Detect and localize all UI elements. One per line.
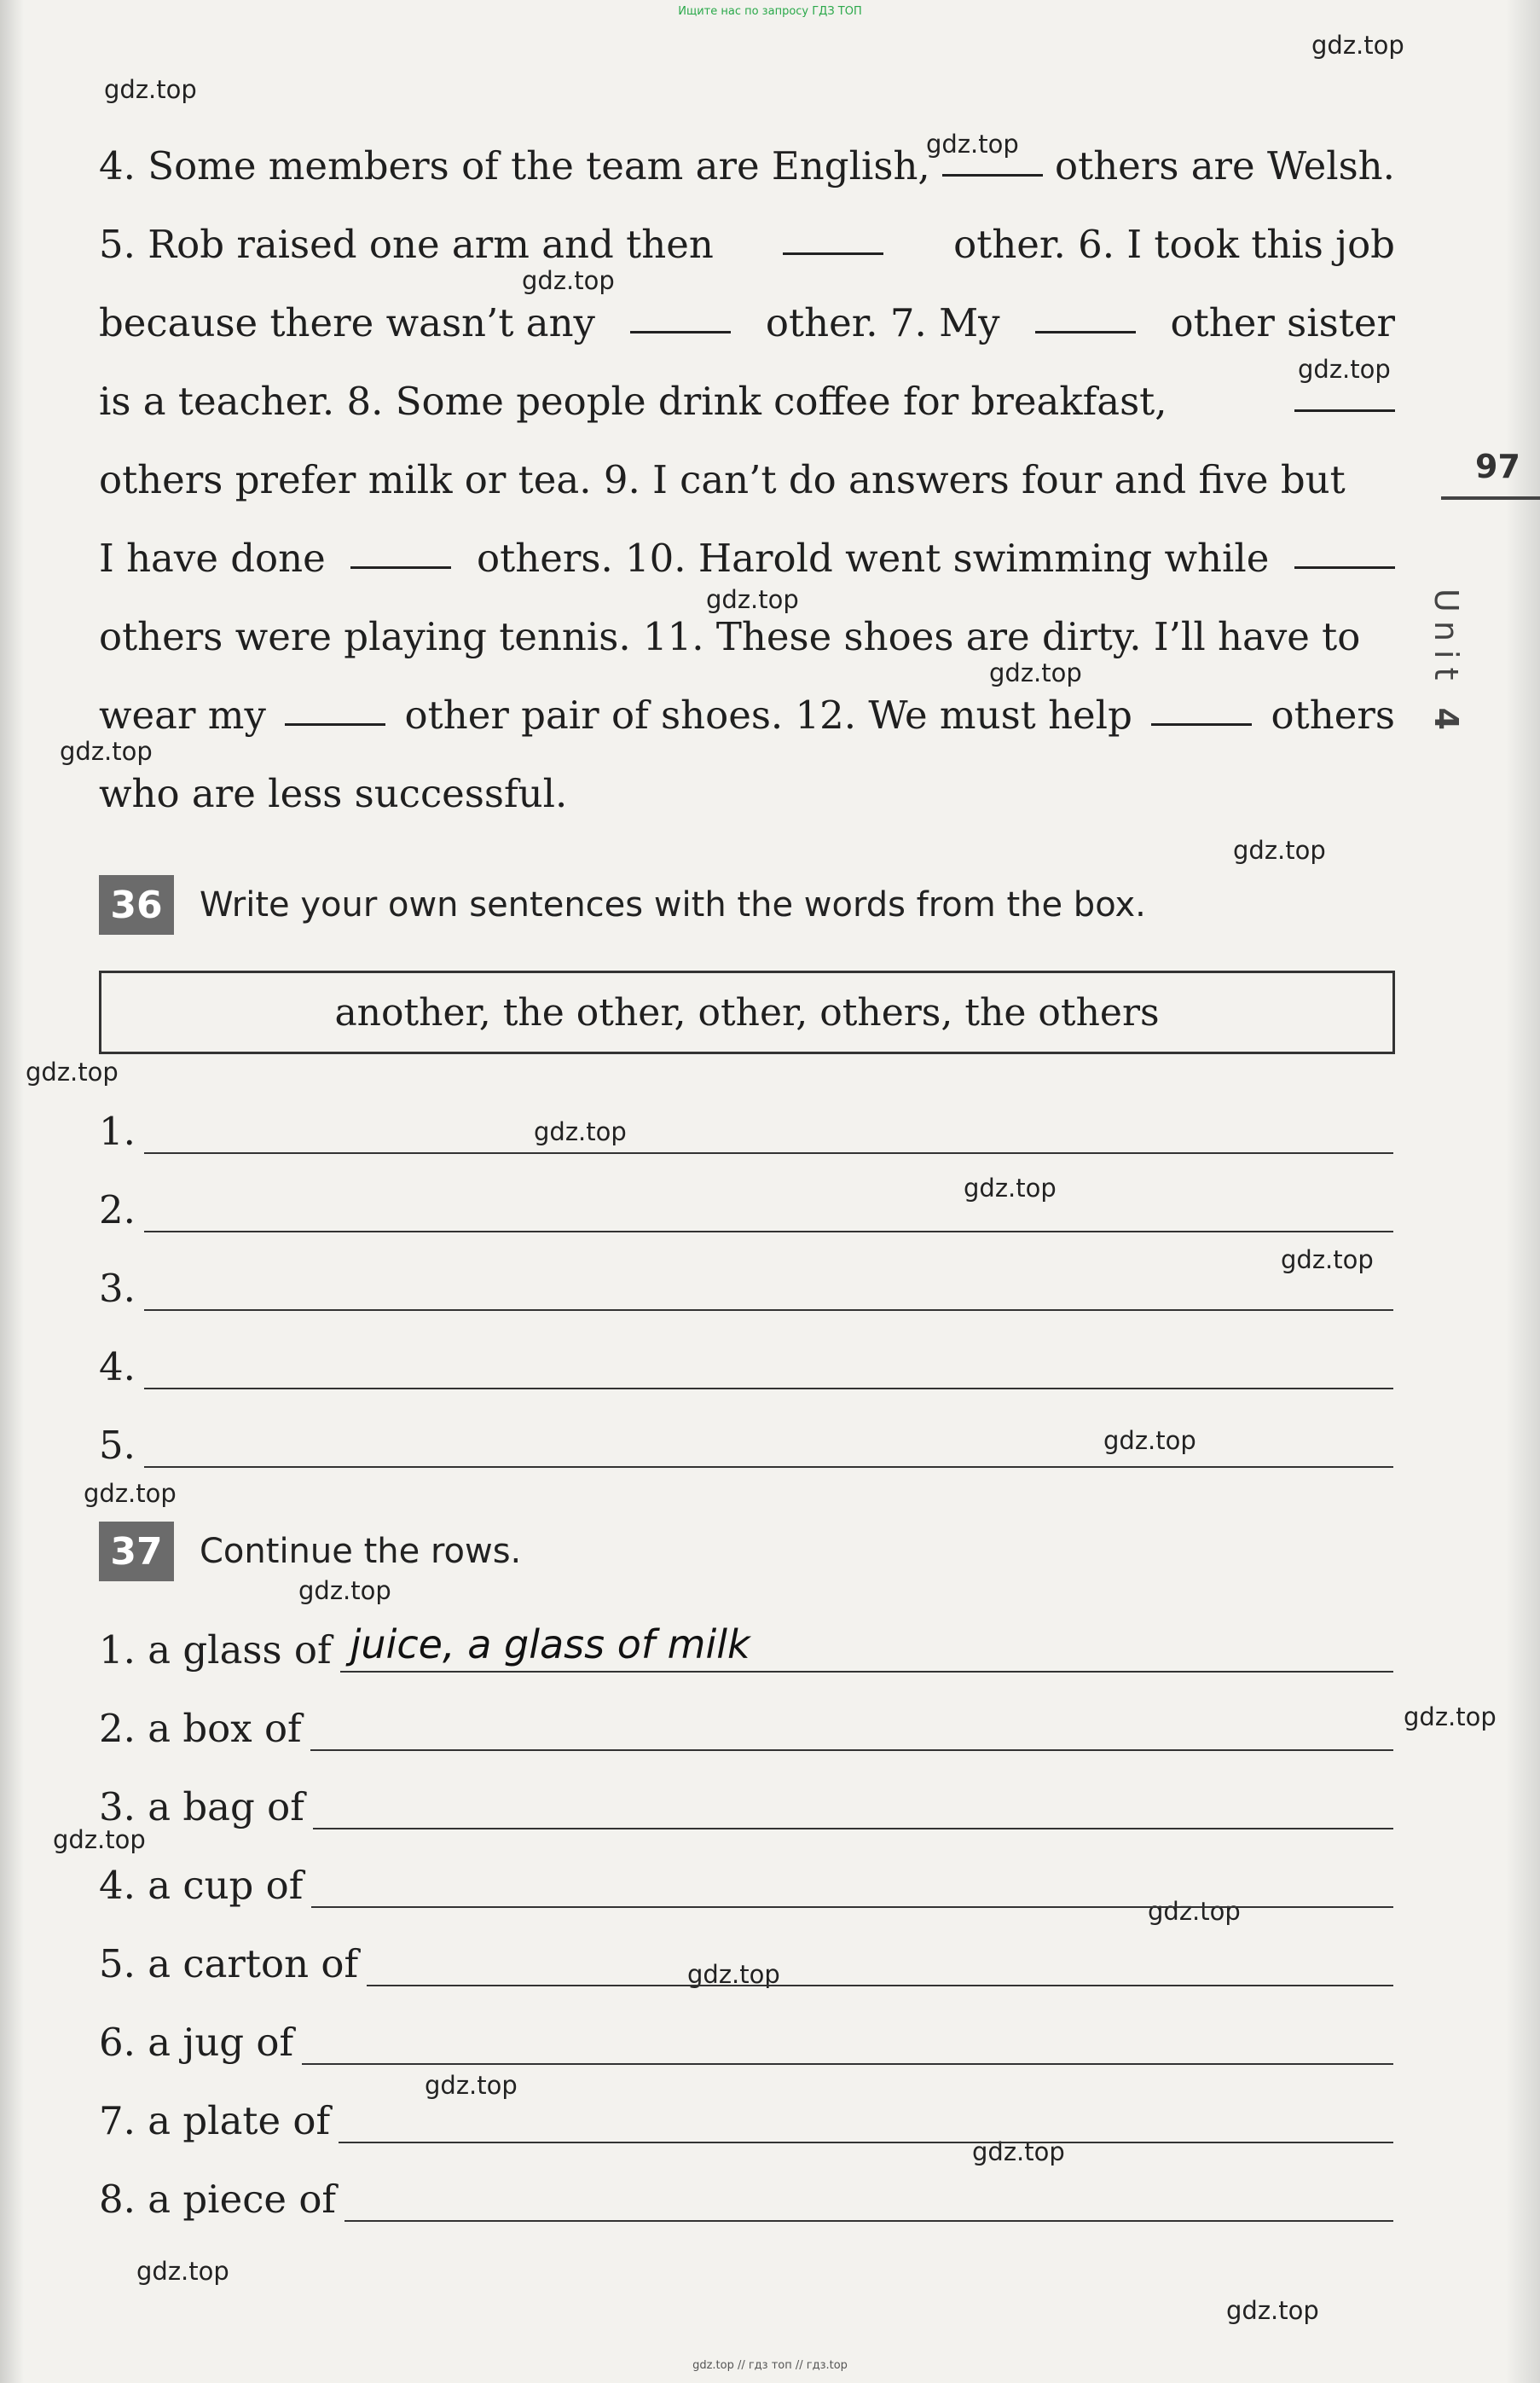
answer-row[interactable]: 4. bbox=[99, 1344, 1393, 1389]
watermark: gdz.top bbox=[60, 737, 153, 766]
unit-number: 4 bbox=[1427, 707, 1465, 739]
answer-row[interactable]: 1. bbox=[99, 1109, 1393, 1154]
answer-row[interactable]: 6. a jug of bbox=[99, 2020, 1393, 2065]
watermark: gdz.top bbox=[84, 1479, 177, 1508]
watermark: gdz.top bbox=[1103, 1426, 1196, 1455]
watermark: gdz.top bbox=[972, 2137, 1065, 2166]
unit-word: Unit bbox=[1427, 589, 1465, 689]
watermark: gdz.top bbox=[964, 1174, 1057, 1203]
watermark: gdz.top bbox=[522, 266, 615, 295]
watermark: gdz.top bbox=[298, 1576, 391, 1605]
watermark: gdz.top bbox=[1233, 836, 1326, 865]
answer-blank[interactable] bbox=[350, 536, 451, 569]
answer-row[interactable]: 2. a box of bbox=[99, 1706, 1393, 1751]
watermark: gdz.top bbox=[1311, 31, 1404, 60]
answer-row[interactable]: 2. bbox=[99, 1187, 1393, 1232]
handwritten-answer: juice, a glass of milk bbox=[350, 1621, 750, 1667]
answer-row[interactable]: 4. a cup of bbox=[99, 1863, 1393, 1908]
watermark: gdz.top bbox=[1298, 355, 1391, 384]
watermark: gdz.top bbox=[534, 1117, 627, 1146]
answer-blank[interactable] bbox=[630, 300, 731, 333]
answer-line[interactable] bbox=[144, 1429, 1393, 1468]
answer-blank[interactable] bbox=[285, 693, 385, 726]
answer-line[interactable] bbox=[144, 1115, 1393, 1154]
ex35-line-1: 4. Some members of the team are English, others are Welsh. bbox=[99, 143, 1395, 188]
exercise-36-header bbox=[99, 875, 1146, 935]
ex35-line-8: wear my other pair of shoes. 12. We must help others bbox=[99, 693, 1395, 738]
answer-line[interactable] bbox=[144, 1193, 1393, 1232]
answer-blank[interactable] bbox=[783, 222, 883, 255]
ex35-line-6: I have done others. 10. Harold went swimming while bbox=[99, 536, 1395, 581]
answer-line[interactable] bbox=[144, 1272, 1393, 1311]
answer-blank[interactable] bbox=[1151, 693, 1252, 726]
ex35-line-2: 5. Rob raised one arm and then other. 6. I took this job bbox=[99, 222, 1395, 267]
exercise-37-header bbox=[99, 1522, 521, 1581]
exercise-instruction: Continue the rows. bbox=[200, 1532, 522, 1571]
top-banner[interactable]: Ищите нас по запросу ГДЗ ТОП bbox=[678, 5, 862, 18]
watermark: gdz.top bbox=[1404, 1702, 1497, 1731]
page-shadow-left bbox=[0, 0, 24, 2383]
ex35-line-4: is a teacher. 8. Some people drink coffee for breakfast, bbox=[99, 379, 1395, 424]
ex35-line-7: others were playing tennis. 11. These shoes are dirty. I’ll have to bbox=[99, 614, 1361, 659]
exercise-number: 37 bbox=[99, 1522, 174, 1581]
watermark: gdz.top bbox=[989, 658, 1082, 687]
answer-row[interactable]: 3. a bag of bbox=[99, 1784, 1393, 1829]
watermark: gdz.top bbox=[26, 1058, 119, 1087]
exercise-number: 36 bbox=[99, 875, 174, 935]
answer-blank[interactable] bbox=[1294, 379, 1395, 412]
watermark: gdz.top bbox=[1281, 1245, 1374, 1274]
answer-blank[interactable] bbox=[1035, 300, 1136, 333]
answer-row[interactable]: 5. a carton of bbox=[99, 1941, 1393, 1986]
answer-line[interactable] bbox=[339, 2104, 1393, 2143]
watermark: gdz.top bbox=[425, 2071, 518, 2100]
page-number-rule bbox=[1441, 496, 1540, 500]
word-box: another, the other, other, others, the others bbox=[99, 971, 1395, 1054]
page-shadow-right bbox=[1506, 0, 1540, 2383]
watermark: gdz.top bbox=[1148, 1897, 1241, 1926]
ex35-line-9: who are less successful. bbox=[99, 771, 568, 816]
watermark: gdz.top bbox=[104, 75, 197, 104]
watermark: gdz.top bbox=[136, 2257, 229, 2286]
answer-line[interactable] bbox=[311, 1869, 1393, 1908]
watermark: gdz.top bbox=[926, 130, 1019, 159]
answer-row[interactable]: 7. a plate of bbox=[99, 2098, 1393, 2143]
answer-row[interactable]: 8. a piece of bbox=[99, 2177, 1393, 2222]
answer-row[interactable]: 5. bbox=[99, 1423, 1393, 1468]
answer-row[interactable]: 3. bbox=[99, 1266, 1393, 1311]
watermark: gdz.top bbox=[706, 585, 799, 614]
answer-line[interactable] bbox=[367, 1947, 1393, 1986]
watermark: gdz.top bbox=[53, 1825, 146, 1854]
bottom-banner[interactable]: gdz.top // гдз топ // гдз.top bbox=[692, 2359, 848, 2372]
answer-line[interactable] bbox=[310, 1712, 1393, 1751]
exercise-instruction: Write your own sentences with the words from the box. bbox=[200, 885, 1146, 925]
answer-blank[interactable] bbox=[1294, 536, 1395, 569]
watermark: gdz.top bbox=[687, 1960, 780, 1989]
ex35-line-5: others prefer milk or tea. 9. I can’t do answers four and five but bbox=[99, 457, 1346, 502]
answer-row[interactable]: 1. a glass of juice, a glass of milk bbox=[99, 1627, 1393, 1673]
answer-blank[interactable] bbox=[942, 143, 1043, 177]
answer-line[interactable] bbox=[313, 1790, 1393, 1829]
ex35-line-3: because there wasn’t any other. 7. My other sister bbox=[99, 300, 1395, 345]
watermark: gdz.top bbox=[1226, 2296, 1319, 2325]
answer-line[interactable] bbox=[302, 2026, 1393, 2065]
answer-line[interactable] bbox=[344, 2183, 1393, 2222]
unit-label bbox=[1427, 589, 1465, 739]
page-number: 97 bbox=[1475, 448, 1520, 485]
answer-line[interactable] bbox=[144, 1350, 1393, 1389]
